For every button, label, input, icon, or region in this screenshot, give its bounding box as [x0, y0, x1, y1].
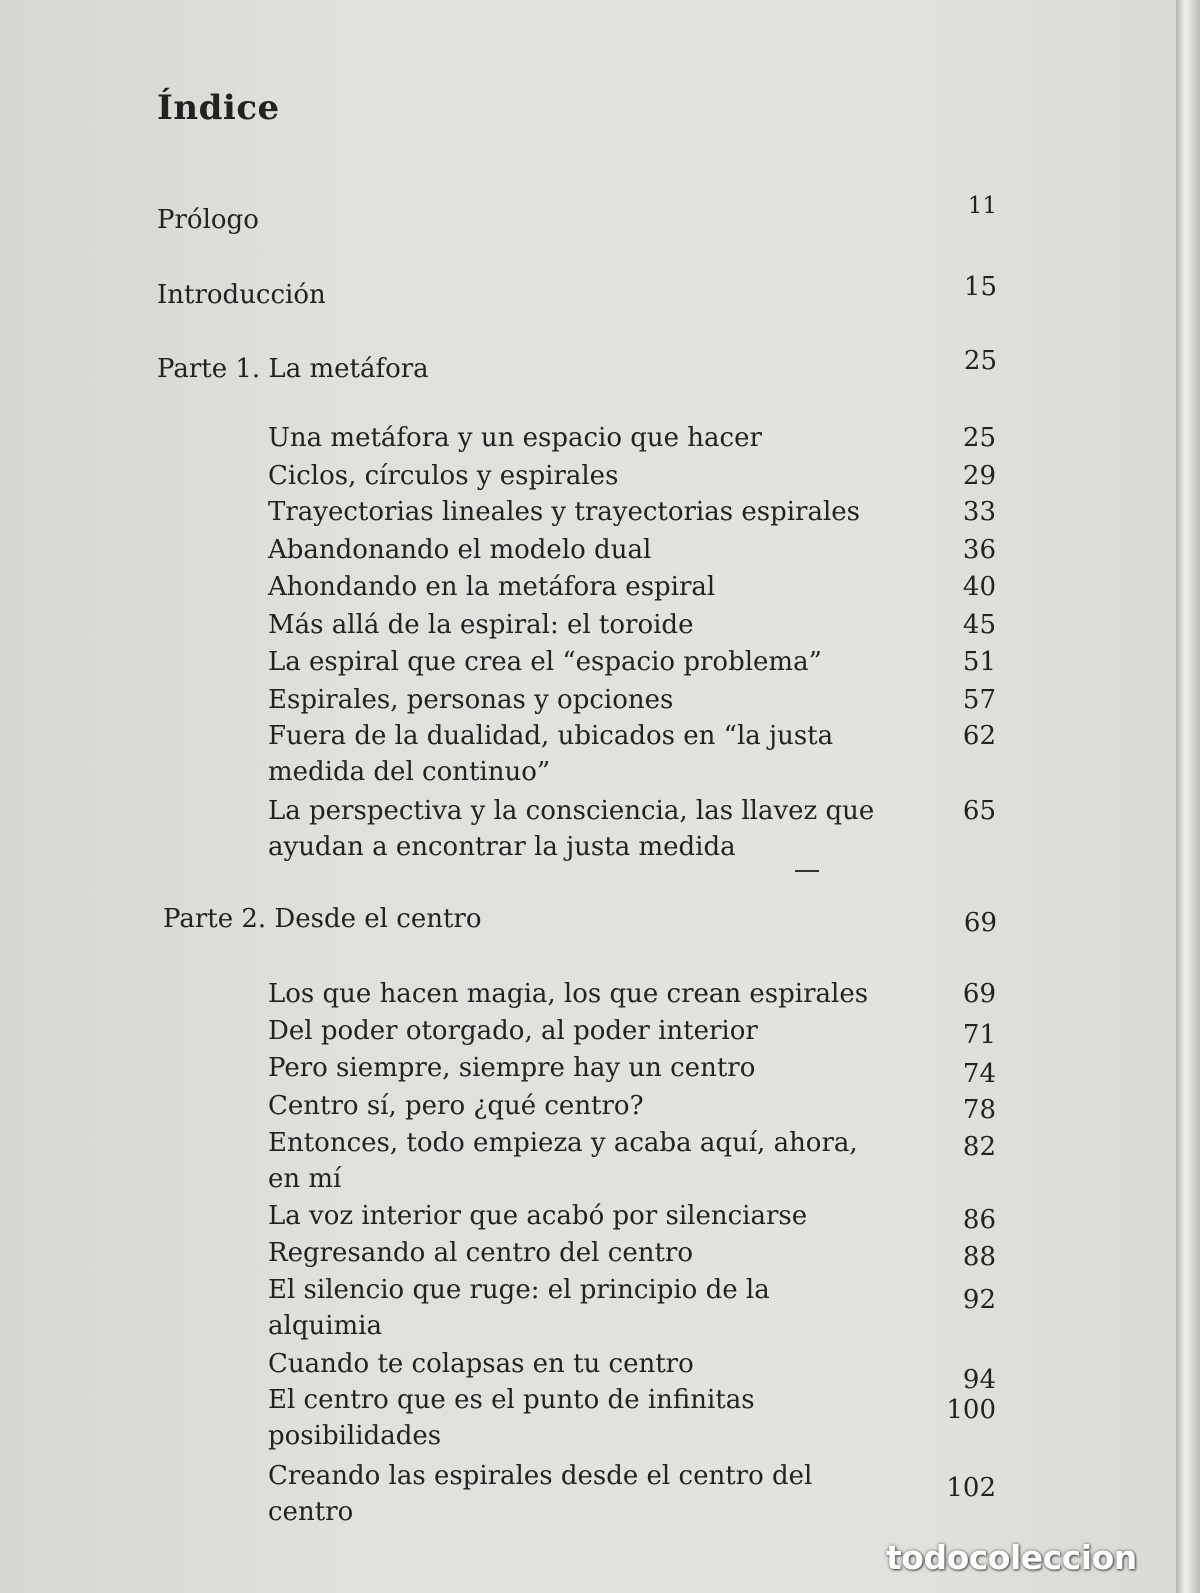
page-title: Índice: [157, 88, 280, 128]
toc-entry-page: 69: [962, 979, 996, 1009]
toc-entry-label: El silencio que ruge: el principio de la alquimia: [268, 1275, 770, 1341]
toc-entry-page: 94: [962, 1365, 996, 1395]
toc-entry-label: Los que hacen magia, los que crean espirales: [268, 979, 869, 1009]
toc-entry-label: Introducción: [157, 280, 326, 310]
toc-entry-label: La espiral que crea el “espacio problema”: [268, 647, 822, 677]
toc-entry-label: Ciclos, círculos y espirales: [268, 461, 619, 491]
toc-entry-label: Parte 2. Desde el centro: [163, 904, 482, 934]
toc-entry-label: Pero siempre, siempre hay un centro: [268, 1053, 756, 1083]
toc-entry-label: La perspectiva y la consciencia, las llavez que ayudan a encontrar la justa medida: [268, 796, 875, 862]
toc-entry-page: 78: [962, 1095, 996, 1125]
toc-entry-page: 74: [962, 1059, 996, 1089]
toc-entry-page: 15: [963, 272, 997, 302]
toc-entry-label: Parte 1. La metáfora: [157, 354, 429, 384]
toc-entry-label: Prólogo: [157, 205, 259, 235]
toc-entry-page: 102: [946, 1473, 996, 1503]
separator-dash: [795, 870, 819, 872]
toc-entry-label: Cuando te colapsas en tu centro: [268, 1349, 694, 1379]
toc-entry-page: 57: [962, 685, 996, 715]
toc-entry-label: Más allá de la espiral: el toroide: [268, 610, 694, 640]
toc-entry-page: 29: [962, 461, 996, 491]
toc-entry-page: 36: [962, 535, 996, 565]
toc-entry-page: 65: [962, 796, 996, 826]
toc-entry-label: Ahondando en la metáfora espiral: [268, 572, 716, 602]
toc-entry-page: 45: [962, 610, 996, 640]
toc-entry-page: 51: [962, 647, 996, 677]
page-edge: [1176, 0, 1200, 1593]
toc-entry-label: Centro sí, pero ¿qué centro?: [268, 1091, 644, 1121]
toc-entry-page: 69: [963, 908, 997, 938]
toc-entry-page: 71: [962, 1020, 996, 1050]
toc-entry-page: 25: [962, 423, 996, 453]
toc-entry-page: 62: [962, 721, 996, 751]
toc-entry-label: Espirales, personas y opciones: [268, 685, 674, 715]
toc-entry-label: Entonces, todo empieza y acaba aquí, ahora, en mí: [268, 1128, 858, 1194]
toc-entry-page: 33: [962, 497, 996, 527]
toc-entry-label: Abandonando el modelo dual: [268, 535, 652, 565]
toc-entry-page: 86: [962, 1205, 996, 1235]
toc-entry-label: Regresando al centro del centro: [268, 1238, 693, 1268]
toc-entry-page: 88: [962, 1242, 996, 1272]
toc-entry-label: Fuera de la dualidad, ubicados en “la justa medida del continuo”: [268, 721, 834, 787]
toc-entry-page: 82: [962, 1132, 996, 1162]
watermark-logo: todocoleccion: [886, 1538, 1137, 1577]
toc-entry-page: 100: [946, 1395, 996, 1425]
toc-entry-label: Creando las espirales desde el centro del centro: [268, 1461, 813, 1527]
toc-entry-label: Trayectorias lineales y trayectorias espirales: [268, 497, 861, 527]
toc-entry-label: Una metáfora y un espacio que hacer: [268, 423, 762, 453]
toc-entry-page: 40: [962, 572, 996, 602]
toc-entry-label: Del poder otorgado, al poder interior: [268, 1016, 758, 1046]
toc-entry-page: 25: [963, 346, 997, 376]
toc-entry-label: El centro que es el punto de infinitas posibilidades: [268, 1385, 755, 1451]
toc-entry-page: 11: [967, 193, 997, 219]
toc-entry-label: La voz interior que acabó por silenciarse: [268, 1201, 808, 1231]
toc-entry-page: 92: [962, 1285, 996, 1315]
